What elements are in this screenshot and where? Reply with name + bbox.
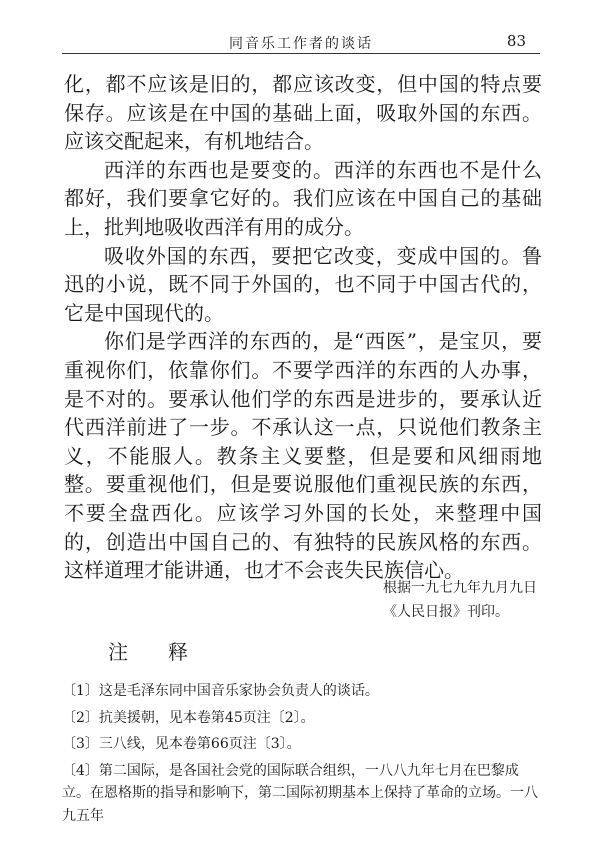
note-item: 〔4〕第二国际，是各国社会党的国际联合组织，一八八九年七月在巴黎成立。在恩格斯的指导和影响下，第二国际初期基本上保持了革命的立场。一八九五年 xyxy=(62,762,538,824)
note-item: 〔3〕三八线，见本卷第66页注〔3〕。 xyxy=(62,736,301,752)
paragraph-continued: 化，都不应该是旧的，都应该改变，但中国的特点要保存。应该是在中国的基础上面，吸取外国的东西。应该交配起来，有机地结合。 xyxy=(64,72,542,154)
notes-list xyxy=(62,680,542,827)
note-item: 〔1〕这是毛泽东同中国音乐家协会负责人的谈话。 xyxy=(62,683,379,699)
paragraph: 你们是学西洋的东西的，是“西医”，是宝贝，要重视你们，依靠你们。不要学西洋的东西的人办事，是不对的。要承认他们学的东西是进步的，要承认近代西洋前进了一步。不承认这一点，只说他们教条主义，不能服人。教条主义要整，但是要和风细雨地整。要重视他们，但是要说服他们重视民族的东西，不要全盘西化。应该学习外国的长处，来整理中国的，创造出中国自己的、有独特的民族风格的东西。这样道理才能讲通，也才不会丧失民族信心。 xyxy=(64,329,542,583)
body-text xyxy=(64,70,542,585)
note-item: 〔2〕抗美援朝，见本卷第45页注〔2〕。 xyxy=(62,709,315,726)
notes-heading: 注释 xyxy=(108,640,228,664)
source-note-line: 《人民日报》刊印。 xyxy=(383,604,509,620)
running-header xyxy=(62,33,540,54)
source-note xyxy=(383,576,537,624)
paragraph: 西洋的东西也是要变的。西洋的东西也不是什么都好，我们要拿它好的。我们应该在中国自己的基础上，批判地吸收西洋有用的成分。 xyxy=(64,157,542,239)
source-note-line: 根据一九七九年九月九日 xyxy=(383,580,537,596)
running-title: 同音乐工作者的谈话 xyxy=(229,36,373,52)
page-number: 83 xyxy=(506,32,526,50)
paragraph: 吸收外国的东西，要把它改变，变成中国的。鲁迅的小说，既不同于外国的，也不同于中国古代的，它是中国现代的。 xyxy=(64,243,542,325)
